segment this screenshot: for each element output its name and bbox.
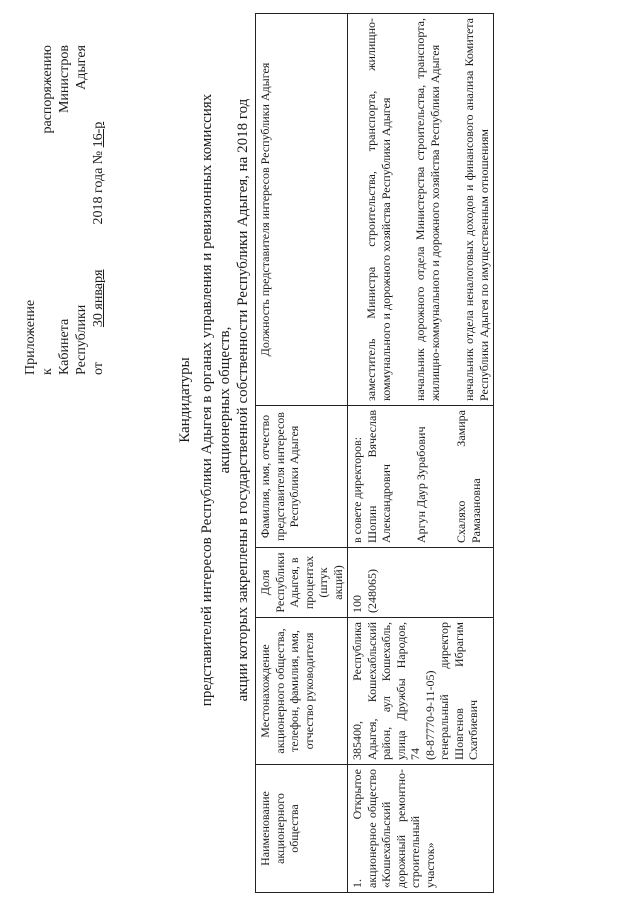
header-location: Местонахождение акционерного общества, телефон, фамилия, имя, отчество руководителя — [256, 618, 348, 765]
title-heading: Кандидатуры — [177, 357, 193, 443]
date-value: 30 января — [91, 269, 106, 328]
appendix-line-2-right: распоряжению — [40, 45, 55, 134]
company-director: генеральный директор Шовгенов Ибрагим Схатбиевич — [437, 622, 480, 760]
representative-1: Шопин Вячеслав Александрович — [364, 410, 393, 543]
cell-location — [348, 618, 494, 765]
candidates-table — [255, 13, 494, 893]
title-line-2: акции которых закреплены в государственной собственности Республики Адыгея, на 2018 год — [235, 98, 251, 702]
appendix-line-1: Приложение — [23, 299, 38, 375]
appendix-date-line — [90, 45, 107, 375]
title-line-1: представителей интересов Республики Адыгея в органах управления и ревизионных комиссиях акционерных обществ, — [199, 93, 233, 707]
position-3: начальник отдела неналоговых доходов и финансового анализа Комитета Республики Адыгея по имущественным отношениям — [462, 18, 491, 401]
appendix-line-4-right: Адыгея — [74, 45, 89, 90]
representative-2: Аргун Даур Зурабович — [413, 426, 428, 543]
order-number: 16-р — [91, 121, 106, 148]
company-phone: (8-87770-9-11-05) — [422, 670, 437, 760]
header-representative: Фамилия, имя, отчество представителя интересов Республики Адыгея — [256, 406, 348, 548]
appendix-line-2-left: к — [40, 368, 55, 375]
cell-positions — [348, 14, 494, 406]
appendix-line-3 — [56, 45, 73, 375]
appendix-block — [22, 45, 107, 375]
company-address: 385400, Республика Адыгея, Кошехабльский район, аул Кошехабль, улица Дружбы Народов, 74 — [350, 622, 422, 760]
header-company-name: Наименование акционерного общества — [256, 765, 348, 893]
appendix-line-3-right: Министров — [57, 45, 72, 114]
position-1: заместитель Министра строительства, транспорта, жилищно-коммунального и дорожного хозяйства Республики Адыгея — [364, 18, 393, 401]
appendix-line-4 — [73, 45, 90, 375]
appendix-line-4-left: Республики — [74, 304, 89, 375]
date-prefix: от — [91, 362, 106, 375]
representative-3: Схаляхо Замира Рамазановна — [454, 410, 483, 543]
board-label: в совете директоров: — [350, 436, 364, 543]
cell-company-name: 1. Открытое акционерное общество «Кошехабльский дорожный ремонтно-строительный участок» — [348, 765, 494, 893]
table-header-row — [256, 14, 348, 893]
table-row — [348, 14, 494, 893]
cell-share: 100 (248065) — [348, 548, 494, 618]
appendix-line-3-left: Кабинета — [57, 318, 72, 375]
document-title — [176, 65, 252, 735]
appendix-line-2 — [39, 45, 56, 375]
position-2: начальник дорожного отдела Министерства строительства, транспорта, жилищно-коммунального и дорожного хозяйства Республики Адыгея — [413, 18, 442, 401]
header-position: Должность представителя интересов Республики Адыгея — [256, 14, 348, 406]
date-mid: 2018 года № — [91, 150, 106, 225]
cell-representatives — [348, 406, 494, 548]
header-share: Доля Республики Адыгея, в процентах (штук акций) — [256, 548, 348, 618]
